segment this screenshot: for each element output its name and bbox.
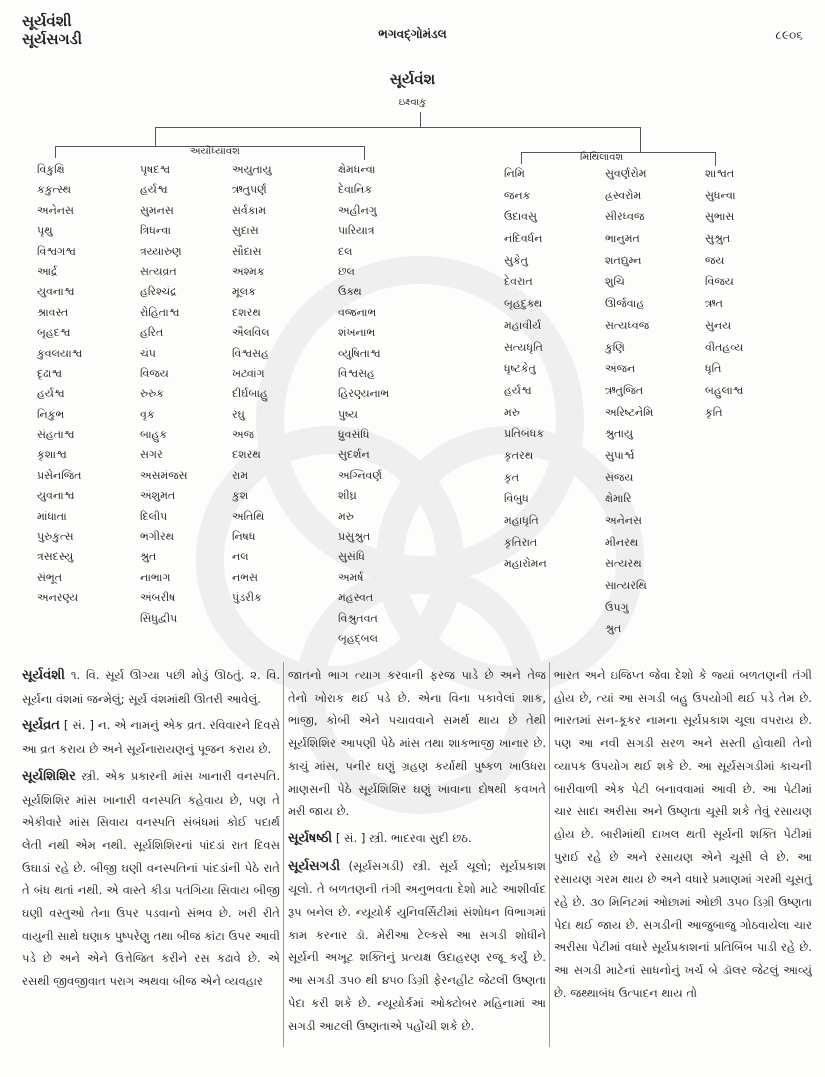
lineage-name: પ્રતિબંધક	[504, 427, 545, 441]
lineage-name: ખટ્વાંગ	[232, 366, 265, 380]
tree-line	[420, 112, 421, 128]
ayodhya-column-3	[232, 160, 272, 609]
lineage-name: અશ્મક	[232, 264, 265, 278]
lineage-name: જનક	[504, 188, 531, 202]
lineage-name: મીનરથ	[605, 535, 639, 549]
lineage-name: માંધાતા	[37, 509, 67, 523]
mithila-column-2	[605, 163, 653, 640]
column-divider	[549, 662, 550, 1047]
text-column-2	[288, 664, 546, 1041]
tree-line	[155, 127, 156, 147]
lineage-name: દેવાનિક	[338, 183, 373, 197]
lineage-name: નિમિ	[504, 167, 525, 180]
lineage-name: સંભૂત	[37, 570, 63, 584]
lineage-name: નિકુંભ	[37, 407, 65, 421]
lineage-name: છલ	[338, 264, 355, 278]
lineage-name: હરિશ્ચંદ્ર	[140, 285, 177, 299]
lineage-name: ઊર્જવાહ	[605, 297, 645, 311]
lineage-name: સુભાસ	[705, 210, 735, 224]
lineage-name: ત્રસદસ્યુ	[37, 550, 74, 564]
lineage-name: વિશ્વસહ	[338, 366, 375, 380]
lineage-name: સર્વકામ	[232, 203, 266, 217]
lineage-name: સત્યધ્વજ	[605, 318, 650, 332]
lineage-name: ભાનુમત	[605, 232, 640, 246]
lineage-name: અનેનસ	[37, 203, 74, 217]
lineage-name: સુવર્ણરોમ	[605, 167, 647, 180]
lineage-name: મરુ	[338, 509, 354, 523]
lineage-name: પૃષદશ્વ	[140, 163, 171, 176]
lineage-name: ઉક્થ	[338, 285, 362, 299]
lineage-name: વજ્રનાભ	[338, 305, 377, 319]
lineage-name: સુશ્રુત	[705, 232, 731, 246]
lineage-name: હર્યશ્વ	[37, 387, 65, 401]
lineage-name: દીર્ઘબાહુ	[232, 387, 268, 401]
mithila-column-1	[504, 163, 547, 575]
lineage-name: હર્યશ્વ	[140, 183, 168, 197]
lineage-name: કુવલયાશ્વ	[37, 346, 83, 360]
lineage-name: ઋતુપર્ણ	[232, 183, 267, 197]
lineage-name: અગ્નિવર્ણ	[338, 468, 382, 482]
lineage-name: શતદ્યુમ્ન	[605, 253, 642, 267]
lineage-name: વ્યુષિતાશ્વ	[338, 346, 381, 360]
lineage-name: હરિત	[140, 326, 164, 340]
entry-definition: સ્ત્રી. એક પ્રકારની માંસ ખાનારી વનસ્પતિ. સૂર્યશિશિર માંસ ખાનારી વનસ્પતિ કહેવાય છે, પણ તે એકીવારે માંસ સિવાય વનસ્પતિ સંબંધમાં કોઈ પદાર્થ લેતી નથી એમ નથી. સૂર્યશિશિરનાં પાંદડાં રાત દિવસ ઉઘાડાં રહે છે. બીજી ઘણી વનસ્પતિનાં પાંદડાંની પેઠે રાતે તે બંધ થતાં નથી. એ વાસ્તે કીડા પતંગિયા સિવાય બીજી ઘણી વસ્તુઓ તેના ઉપર પડવાનો સંભવ છે. ખરી રીતે વાયુની સાથે ઘણાક પુષ્પરેણુ તથા બીજ કાંટા ઉપર આવી પડે છે અને એને ઉત્તેજિત કરીને રસ કઢાવે છે. એ રસથી જીવજીવાત પરાગ અથવા બીજ એને વ્યવહાર	[22, 768, 280, 989]
entry-definition: [ સં. ] સ્ત્રી. ભાદરવા સુદી છઠ.	[335, 830, 472, 845]
lineage-name: રોહિતાશ્વ	[140, 305, 180, 319]
mithila-label: મિથિલાવંશ	[580, 152, 624, 163]
lineage-name: સત્યરથ	[605, 557, 642, 571]
dictionary-entry	[22, 714, 280, 760]
lineage-name: ક્ષેમારિ	[605, 492, 632, 506]
dictionary-entry	[288, 827, 546, 851]
lineage-name: પારિયાત્ર	[338, 224, 375, 238]
lineage-name: સગર	[140, 448, 163, 462]
lineage-name: પૃથુ	[37, 224, 53, 238]
ayodhya-column-4	[338, 160, 389, 649]
lineage-name: કૃતિ	[705, 405, 723, 419]
lineage-name: શુચિ	[605, 275, 625, 289]
entry-definition: [ સં. ] ન. એ નામનું એક વ્રત. રવિવારને દિવસે આ વ્રત કરાય છે અને સૂર્યનારાયણનું પૂજન કરાય છે.	[22, 718, 281, 757]
lineage-name: નિષધ	[232, 530, 256, 544]
tree-line	[155, 127, 641, 128]
lineage-name: યુવનાશ્વ	[37, 285, 75, 299]
lineage-name: સુમનસ	[140, 203, 174, 217]
lineage-name: કુણિ	[605, 340, 625, 354]
lineage-name: અમર્ષ	[338, 570, 364, 584]
ayodhya-column-2	[140, 160, 188, 629]
lineage-name: મૂલક	[232, 285, 256, 299]
lineage-name: સુપાર્શ્વ	[605, 448, 635, 462]
tree-line	[55, 146, 56, 158]
dictionary-entry	[22, 765, 280, 993]
lineage-name: ઋત	[705, 297, 723, 311]
lineage-name: બૃહદશ્વ	[37, 326, 71, 340]
lineage-name: શ્રુતાયુ	[605, 427, 633, 441]
lineage-name: પુંડરીક	[232, 591, 262, 605]
lineage-name: શ્રાવસ્ત	[37, 305, 69, 319]
lineage-name: વિશ્વસહ	[232, 346, 269, 360]
lineage-name: હર્યશ્વ	[504, 383, 532, 397]
lineage-name: વિબુધ	[504, 492, 529, 506]
guide-word-first: સૂર્યવંશી	[22, 12, 72, 30]
lineage-name: ઉદાવસુ	[504, 210, 537, 224]
page-number: ૮૯૦૬	[775, 28, 803, 42]
text-column-1	[22, 664, 280, 997]
lineage-name: પ્રસુશ્રુત	[338, 530, 371, 544]
entry-definition: ૧. વિ. સૂર્ય ઊગ્યા પછી મોડું ઊઠતું. ૨. વિ. સૂર્યના વંશમાં જન્મેલું; સૂર્ય વંશમાંથી ઊતરી આવેલું.	[22, 668, 280, 706]
lineage-name: વિજય	[705, 275, 734, 289]
lineage-name: યુવનાશ્વ	[37, 489, 75, 503]
lineage-name: અજ	[232, 428, 255, 442]
entry-headword: સૂર્યવંશી	[22, 668, 66, 683]
ayodhya-column-1	[37, 160, 82, 609]
lineage-name: અસમંજસ	[140, 468, 188, 482]
lineage-name: આર્દ્ર	[37, 264, 58, 278]
lineage-name: રઘુ	[232, 407, 245, 421]
lineage-name: શંખનાભ	[338, 326, 376, 340]
book-title: ભગવદ્ગોમંડલ	[378, 27, 447, 41]
lineage-name: ત્રય્યારુણ	[140, 244, 182, 258]
lineage-name: બૃહદુક્થ	[504, 297, 543, 311]
lineage-name: કૃત	[504, 470, 520, 484]
lineage-name: શ્રુત	[140, 550, 157, 564]
lineage-name: શાશ્વત	[705, 167, 735, 180]
lineage-name: દલ	[338, 244, 353, 258]
lineage-name: અયુતાયુ	[232, 163, 272, 176]
mithila-column-3	[705, 163, 743, 423]
lineage-name: સંજય	[605, 470, 634, 484]
lineage-name: ઉપગુ	[605, 600, 629, 614]
lineage-name: પુરુકુત્સ	[37, 530, 74, 544]
lineage-name: અંજન	[605, 362, 636, 376]
lineage-name: શીઘ્ર	[338, 489, 357, 503]
entry-definition: જાતનો ભાગ ત્યાગ કરવાની ફરજ પાડે છે અને તેજ તેનો ખોરાક થઈ પડે છે. એના વિના પકાવેલાં શાક, ભાજી, કોબી એને પચાવવાને સમર્થ થાય છે તેથી સૂર્યશિશિર આપણી પેઠે માંસ તથા શાકભાજી ખાનાર છે. કાચું માંસ, પનીર ઘણું ગ્રહણ કર્યાથી પુષ્કળ ખાઉધરા માણસની પેઠે સૂર્યશિશિર ઘણું ખાવાના દોષથી કવખતે મરી જાય છે.	[288, 668, 546, 819]
lineage-name: મહાવીર્ય	[504, 318, 542, 332]
column-divider	[283, 662, 284, 1047]
lineage-name: સુદર્શન	[338, 448, 370, 462]
lineage-name: અહીનગુ	[338, 203, 377, 217]
tree-line	[364, 146, 365, 160]
lineage-name: ધૃતિ	[705, 362, 722, 376]
lineage-name: ધૃષ્ટકેતુ	[504, 362, 536, 376]
lineage-name: દશરથ	[232, 305, 261, 319]
lineage-name: સિંધુદ્વીપ	[140, 611, 178, 625]
dictionary-entry	[288, 664, 546, 823]
tree-root: ઇક્ષ્વાકુ	[398, 97, 427, 108]
lineage-name: સત્યધૃતિ	[504, 340, 543, 354]
lineage-name: નલ	[232, 550, 249, 564]
lineage-name: નંદિવર્ધન	[504, 232, 543, 246]
lineage-name: બૃહદ્બલ	[338, 631, 378, 645]
lineage-name: ચંપ	[140, 346, 156, 360]
lineage-name: હ્રસ્વરોમ	[605, 188, 642, 202]
lineage-name: દશરથ	[232, 448, 261, 462]
lineage-name: અતિથિ	[232, 509, 265, 523]
lineage-name: કકુત્સ્થ	[37, 183, 72, 197]
lineage-name: દેવરાત	[504, 275, 533, 289]
lineage-name: જય	[705, 253, 725, 267]
lineage-name: ક્ષેમધન્વા	[338, 163, 376, 176]
dictionary-entry	[554, 664, 812, 1005]
lineage-name: કૃતિરાત	[504, 535, 538, 549]
lineage-name: મહારોમન	[504, 557, 547, 571]
lineage-name: સુકેતુ	[504, 253, 528, 267]
dictionary-entry	[288, 855, 546, 1038]
lineage-name: મહસ્વત	[338, 591, 374, 605]
lineage-name: ધ્રુવસંધિ	[338, 428, 370, 442]
lineage-name: અંબરીષ	[140, 591, 176, 605]
entry-headword: સૂર્યશિશિર	[22, 768, 76, 784]
lineage-name: દૃઢાશ્વ	[37, 366, 63, 380]
lineage-name: સુદાસ	[232, 224, 259, 238]
lineage-name: સુધન્વા	[705, 188, 736, 202]
lineage-name: પ્રસેનજિત	[37, 468, 82, 482]
lineage-name: અનરણ્ય	[37, 591, 79, 605]
entry-definition: (સૂર્યસગડી) સ્ત્રી. સૂર્ય ચૂલો; સૂર્યપ્રકાશ ચૂલો. તે બળતણની તંગી અનુભવતા દેશો માટે આશીર્વાદ રૂપ બનેલ છે. ન્યૂયોર્ક યુનિવર્સિટીમાં સંશોધન વિભાગમાં કામ કરનાર ડૉ. મેરીઆ ટેલ્કસે આ સગડી શોધીને સૂર્યની અખૂટ શક્તિનું પ્રત્યક્ષ ઉદાહરણ રજૂ કર્યું છે. આ સગડી ૩૫૦ થી ૪૫૦ ડિગ્રી ફેરનહીટ જેટલી ઉષ્ણતા પેદા કરી શકે છે. ન્યૂયોર્કમાં ઓક્ટોબર મહિનામાં આ સગડી આટલી ઉષ્ણતાએ પહોંચી શકે છે.	[288, 858, 546, 1033]
tree-line	[640, 127, 641, 153]
lineage-name: સીરધ્વજ	[605, 210, 645, 224]
ayodhya-label: અયોધ્યાવંશ	[190, 146, 240, 157]
lineage-name: ત્રિધન્વા	[140, 224, 171, 238]
entry-headword: સૂર્યષષ્ઠી	[288, 830, 333, 846]
guide-word-last: સૂર્યસગડી	[22, 30, 83, 48]
lineage-name: ઐલવિલ	[232, 326, 270, 340]
entry-headword: સૂર્યવ્રત	[22, 718, 60, 734]
lineage-name: બહુલાશ્વ	[705, 383, 744, 397]
lineage-name: મરુ	[504, 405, 520, 419]
lineage-name: સુસંધિ	[338, 550, 365, 564]
lineage-name: અરિષ્ટનેમિ	[605, 405, 654, 419]
lineage-name: કુશ	[232, 489, 249, 503]
lineage-name: વિજય	[140, 366, 169, 380]
lineage-name: નભસ	[232, 570, 258, 584]
lineage-name: સત્યવ્રત	[140, 264, 177, 278]
lineage-name: સંહતાશ્વ	[37, 428, 75, 442]
lineage-name: સૌદાસ	[232, 244, 262, 258]
lineage-name: મહાધૃતિ	[504, 514, 539, 527]
lineage-name: રામ	[232, 468, 249, 482]
text-column-3	[554, 664, 812, 1009]
lineage-name: હિરણ્યનાભ	[338, 387, 390, 401]
lineage-name: ભગીરથ	[140, 530, 175, 544]
lineage-name: વિકુક્ષિ	[37, 163, 65, 176]
entry-headword: સૂર્યસગડી	[288, 858, 341, 874]
lineage-name: રુરુક	[140, 387, 164, 401]
lineage-name: બાહુક	[140, 428, 168, 442]
lineage-name: વૃક	[140, 407, 155, 421]
lineage-name: શ્રુત	[605, 622, 622, 636]
lineage-name: નાભાગ	[140, 570, 171, 584]
lineage-name: અંશુમત	[140, 489, 176, 503]
entry-definition: ભારત અને ઇજિપ્ત જેવા દેશો કે જ્યાં બળતણની તંગી હોય છે, ત્યાં આ સગડી બહુ ઉપયોગી થઈ પડે તેમ છે. ભારતમાં સન-કૂકર નામના સૂર્યપ્રકાશ ચૂલા વપરાય છે. પણ આ નવી સગડી સરળ અને સસ્તી હોવાથી તેનો વ્યાપક ઉપયોગ થઈ શકે છે. આ સૂર્યસગડીમાં કાચની બારીવાળી એક પેટી બનાવવામાં આવી છે. આ પેટીમાં ચાર સાદા અરીસા અને ઉષ્ણતા ચૂસી શકે તેવું રસાયણ હોય છે. બારીમાંથી દાખલ થતી સૂર્યની શક્તિ પેટીમાં પુરાઈ રહે છે અને રસાયણ એને ચૂસી લે છે. આ રસાયણ ગરમ થાય છે અને વધારે પ્રમાણમાં ગરમી ચૂસતું રહે છે. ૩૦ મિનિટમાં ઓછામાં ઓછી ૩૫૦ ડિગ્રી ઉષ્ણતા પેદા થઈ જાય છે. સગડીની આજુબાજુ ગોઠવાયેલા ચાર અરીસા પેટીમાં વધારે સૂર્યપ્રકાશનાં પ્રતિબિંબ પાડી રહે છે. આ સગડી માટેનાં સાધનોનું ખર્ચ બે ડૉલર જેટલું આવ્યું છે. જથ્થાબંધ ઉત્પાદન થાય તો	[554, 668, 812, 1000]
lineage-name: ઋતુજિત	[605, 383, 644, 397]
lineage-name: પુષ્ય	[338, 407, 358, 421]
lineage-name: સુનય	[705, 318, 732, 332]
lineage-name: સાત્યરથિ	[605, 579, 647, 593]
lineage-name: દિલીપ	[140, 509, 168, 523]
lineage-name: વિશ્વગશ્વ	[37, 244, 76, 258]
lineage-name: વીતહવ્ય	[705, 340, 744, 354]
lineage-name: અનેનસ	[605, 514, 642, 527]
lineage-name: કૃશાશ્વ	[37, 448, 67, 462]
lineage-name: વિશ્રુતવત	[338, 611, 378, 625]
dictionary-entry	[22, 664, 280, 710]
tree-title: સૂર્યવંશ	[389, 70, 436, 88]
lineage-name: કૃતરથ	[504, 448, 534, 462]
